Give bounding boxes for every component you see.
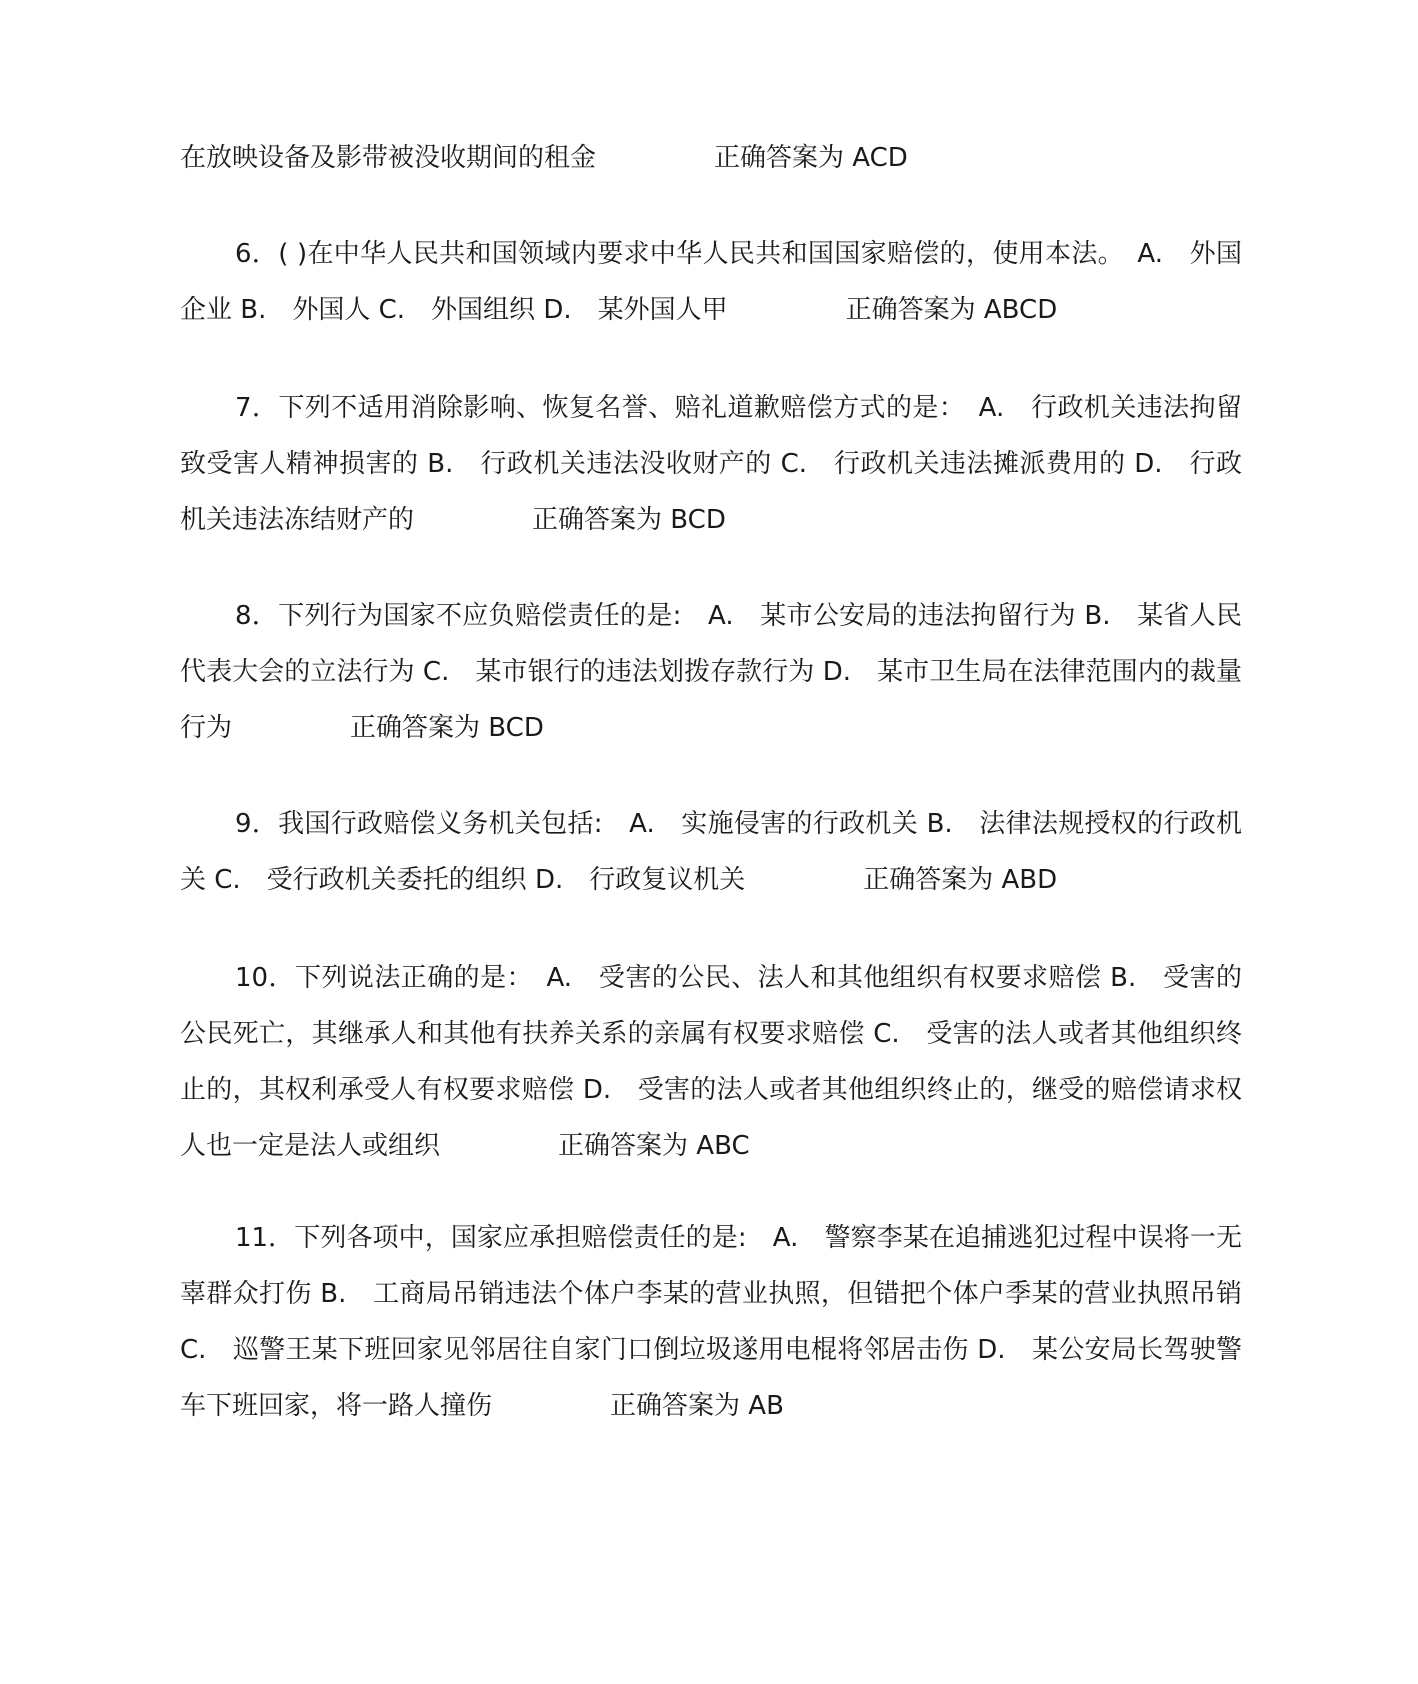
question-9 — [180, 796, 1242, 908]
question-text: 7．下列不适用消除影响、恢复名誉、赔礼道歉赔偿方式的是： A. 行政机关违法拘留致受害人精神损害的 B. 行政机关违法没收财产的 C. 行政机关违法摊派费用的 D. 行政机关违法冻结财产的 — [180, 393, 1242, 535]
question-7 — [180, 380, 1242, 548]
question-text: 11．下列各项中，国家应承担赔偿责任的是: A. 警察李某在追捕逃犯过程中误将一无辜群众打伤 B. 工商局吊销违法个体户李某的营业执照，但错把个体户季某的营业执照吊销 C. 巡警王某下班回家见邻居往自家门口倒垃圾遂用电棍将邻居击伤 D. 某公安局长驾驶警车下班回家，将一路人撞伤 — [180, 1223, 1242, 1421]
answer-text: 正确答案为 ACD — [714, 143, 908, 173]
question-text: 8．下列行为国家不应负赔偿责任的是: A. 某市公安局的违法拘留行为 B. 某省人民代表大会的立法行为 C. 某市银行的违法划拨存款行为 D. 某市卫生局在法律范围内的裁量行为 — [180, 601, 1242, 743]
answer-text: 正确答案为 BCD — [532, 505, 726, 535]
question-text: 在放映设备及影带被没收期间的租金 — [180, 143, 597, 173]
question-8 — [180, 588, 1242, 756]
question-text: 10．下列说法正确的是： A. 受害的公民、法人和其他组织有权要求赔偿 B. 受害的公民死亡，其继承人和其他有扶养关系的亲属有权要求赔偿 C. 受害的法人或者其他组织终止的，其权利承受人有权要求赔偿 D. 受害的法人或者其他组织终止的，继受的赔偿请求权人也一定是法人或组织 — [180, 963, 1242, 1161]
question-6 — [180, 226, 1242, 338]
answer-text: 正确答案为 BCD — [350, 713, 544, 743]
answer-text: 正确答案为 ABD — [863, 865, 1058, 895]
question-11 — [180, 1210, 1242, 1434]
answer-text: 正确答案为 ABCD — [845, 295, 1058, 325]
question-5-tail — [180, 130, 1242, 186]
answer-text: 正确答案为 AB — [610, 1391, 784, 1421]
question-text: 9．我国行政赔偿义务机关包括: A. 实施侵害的行政机关 B. 法律法规授权的行政机关 C. 受行政机关委托的组织 D. 行政复议机关 — [180, 809, 1242, 895]
question-10 — [180, 950, 1242, 1174]
question-text: 6．( )在中华人民共和国领域内要求中华人民共和国国家赔偿的，使用本法。 A. 外国企业 B. 外国人 C. 外国组织 D. 某外国人甲 — [180, 239, 1242, 325]
answer-text: 正确答案为 ABC — [558, 1131, 750, 1161]
